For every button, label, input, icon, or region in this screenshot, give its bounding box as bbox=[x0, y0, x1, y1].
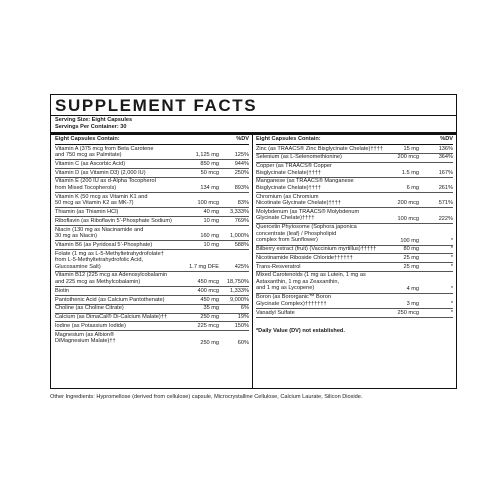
other-ingredients: Other Ingredients: Hypromellose (derived from cellulose) capsule, Microcrystalline Cellulose, Calcium Laurate, Silicon Dioxide. bbox=[50, 394, 363, 400]
nutrient-dv: 18,750% bbox=[226, 279, 249, 286]
nutrient-dv: * bbox=[450, 254, 453, 261]
nutrient-name: Vitamin K (50 mcg as Vitamin K1 and 50 mcg as Vitamin K2 as MK-7) bbox=[55, 193, 148, 207]
nutrient-amount: 4 mg bbox=[406, 285, 419, 292]
nutrient-name: Pantothenic Acid (as Calcium Pantothenate) bbox=[55, 296, 165, 303]
nutrient-row bbox=[55, 287, 249, 296]
nutrient-dv: 588% bbox=[234, 241, 249, 248]
nutrient-row bbox=[55, 241, 249, 250]
nutrient-amount: 25 mg bbox=[403, 263, 419, 270]
nutrient-name: Vitamin B6 (as Pyridoxal 5’-Phosphate) bbox=[55, 241, 153, 248]
nutrient-row bbox=[55, 272, 249, 287]
nutrient-name: Riboflavin (as Riboflavin 5’-Phosphate Sodium) bbox=[55, 217, 172, 224]
nutrient-row bbox=[55, 250, 249, 272]
nutrient-name: Choline (as Choline Citrate) bbox=[55, 305, 124, 312]
nutrient-dv: * bbox=[450, 263, 453, 270]
nutrient-dv: 222% bbox=[438, 215, 453, 222]
nutrient-name: Nicotinamide Riboside Chloride†††††† bbox=[256, 254, 353, 261]
nutrient-amount: 160 mg bbox=[200, 233, 219, 240]
nutrient-dv: 19% bbox=[237, 314, 249, 321]
nutrient-name: Chromium (as Chromium Nicotinate Glycinate Chelate)†††† bbox=[256, 193, 341, 207]
left-column bbox=[55, 135, 249, 347]
nutrient-name: Zinc (as TRAACS® Zinc Bisglycinate Chelate)†††† bbox=[256, 145, 383, 152]
panel-title: SUPPLEMENT FACTS bbox=[55, 96, 258, 115]
nutrient-dv: * bbox=[450, 285, 453, 292]
nutrient-amount: 50 mcg bbox=[200, 169, 219, 176]
nutrient-amount: 850 mg bbox=[200, 160, 219, 167]
nutrient-dv: 893% bbox=[234, 185, 249, 192]
nutrient-row bbox=[256, 145, 453, 154]
nutrient-amount: 200 mcg bbox=[397, 200, 419, 207]
nutrient-amount: 250 mg bbox=[200, 339, 219, 346]
nutrient-dv: 125% bbox=[234, 152, 249, 159]
nutrient-dv: 425% bbox=[234, 263, 249, 270]
nutrient-name: Vitamin B12 (225 mcg as Adenosylcobalamin and 225 mcg as Methylcobalamin) bbox=[55, 272, 168, 285]
nutrient-row bbox=[55, 331, 249, 346]
nutrient-row bbox=[55, 178, 249, 193]
nutrient-dv: 944% bbox=[234, 160, 249, 167]
nutrient-row bbox=[55, 217, 249, 226]
nutrient-name: Manganese (as TRAACS® Manganese Bisglycinate Chelate)†††† bbox=[256, 178, 354, 191]
column-header-dv: %DV bbox=[236, 136, 249, 142]
nutrient-row bbox=[256, 178, 453, 193]
nutrient-dv: 150% bbox=[234, 322, 249, 329]
nutrient-name: Vitamin A (375 mcg from Beta Carotene and 750 mcg as Palmitate) bbox=[55, 145, 154, 158]
nutrient-name: Vitamin C (as Ascorbic Acid) bbox=[55, 160, 126, 167]
nutrient-row bbox=[256, 154, 453, 163]
nutrient-amount: 1.5 mg bbox=[401, 169, 419, 176]
left-column-header bbox=[55, 135, 249, 145]
nutrient-row bbox=[256, 263, 453, 272]
nutrient-row bbox=[55, 322, 249, 331]
nutrient-amount: 225 mcg bbox=[197, 322, 219, 329]
nutrient-dv: 364% bbox=[438, 154, 453, 161]
supplement-facts-panel bbox=[50, 94, 457, 389]
nutrient-dv: 769% bbox=[234, 217, 249, 224]
nutrient-dv: 167% bbox=[438, 169, 453, 176]
nutrient-row bbox=[55, 314, 249, 323]
nutrient-name: Biotin bbox=[55, 287, 69, 294]
nutrient-amount: 400 mcg bbox=[197, 287, 219, 294]
title-rule bbox=[51, 115, 456, 116]
nutrient-amount: 250 mcg bbox=[397, 309, 419, 316]
nutrient-row bbox=[55, 169, 249, 178]
nutrient-row bbox=[256, 254, 453, 263]
right-column bbox=[256, 135, 453, 334]
nutrient-name: Vitamin D (as Vitamin D3) (2,000 IU) bbox=[55, 169, 146, 176]
nutrient-dv: * bbox=[450, 246, 453, 253]
nutrient-amount: 450 mg bbox=[200, 296, 219, 303]
nutrient-amount: 80 mg bbox=[403, 246, 419, 253]
nutrient-name: Molybdenum (as TRAACS® Molybdenum Glycinate Chelate)†††† bbox=[256, 208, 360, 222]
nutrient-amount: 6 mg bbox=[406, 185, 419, 192]
nutrient-row bbox=[55, 208, 249, 217]
nutrient-amount: 100 mg bbox=[400, 237, 419, 244]
nutrient-row bbox=[55, 193, 249, 208]
nutrient-name: Folate (1 mg as L-5-Methyltetrahydrofolate† from L-5-Methyltetrahydrofolic Acid, Glucosamine Salt) bbox=[55, 250, 164, 270]
nutrient-amount: 100 mcg bbox=[197, 200, 219, 207]
nutrient-name: Quercetin Phytosome (Sophora japonica concentrate (leaf) / Phospholipid complex from Sunflower) bbox=[256, 224, 357, 244]
nutrient-name: Trans-Resveratrol bbox=[256, 263, 301, 270]
nutrient-amount: 250 mg bbox=[200, 314, 219, 321]
nutrient-dv: 1,000% bbox=[230, 233, 249, 240]
nutrient-amount: 15 mg bbox=[403, 145, 419, 152]
nutrient-name: Niacin (130 mg as Niacinamide and 30 mg as Niacin) bbox=[55, 226, 144, 240]
nutrient-name: Magnesium (as Albion® DiMagnesium Malate)†† bbox=[55, 331, 116, 345]
nutrient-name: Boron (as Bororganic™ Boron Glycinate Complex)††††††† bbox=[256, 294, 331, 307]
nutrient-row bbox=[55, 160, 249, 169]
nutrient-amount: 134 mg bbox=[200, 185, 219, 192]
nutrient-dv: 6% bbox=[240, 305, 249, 312]
nutrient-name: Bilberry extract (fruit) (Vaccinium myrtillus)††††† bbox=[256, 246, 377, 253]
nutrient-dv: 1,333% bbox=[230, 287, 249, 294]
servings-per-container: Servings Per Container: 30 bbox=[55, 124, 127, 130]
nutrient-name: Iodine (as Potassium Iodide) bbox=[55, 322, 126, 329]
nutrient-dv: 136% bbox=[438, 145, 453, 152]
nutrient-dv: * bbox=[450, 309, 453, 316]
nutrient-name: Vitamin E (200 IU as d-Alpha Tocopherol from Mixed Tocopherols) bbox=[55, 178, 156, 191]
nutrient-row bbox=[256, 272, 453, 294]
nutrient-name: Calcium (as DimaCal® Di-Calcium Malate)†† bbox=[55, 314, 167, 321]
nutrient-amount: 200 mcg bbox=[397, 154, 419, 161]
daily-value-footnote: *Daily Value (DV) not established. bbox=[256, 327, 345, 334]
column-header-label: Eight Capsules Contain: bbox=[256, 136, 321, 142]
nutrient-amount: 35 mg bbox=[203, 305, 219, 312]
nutrient-dv: * bbox=[450, 237, 453, 244]
nutrient-dv: 571% bbox=[438, 200, 453, 207]
nutrient-amount: 1.7 mg DFE bbox=[189, 263, 219, 270]
nutrient-dv: 3,333% bbox=[230, 208, 249, 215]
right-column-header bbox=[256, 135, 453, 145]
nutrient-name: Selenium (as L-Selenomethionine) bbox=[256, 154, 342, 161]
nutrient-name: Thiamin (as Thiamin HCl) bbox=[55, 208, 119, 215]
nutrient-row bbox=[256, 208, 453, 223]
nutrient-amount: 10 mg bbox=[203, 241, 219, 248]
nutrient-amount: 3 mg bbox=[406, 301, 419, 308]
nutrient-row bbox=[256, 309, 453, 318]
nutrient-row bbox=[55, 145, 249, 160]
nutrient-amount: 1,125 mg bbox=[195, 152, 219, 159]
nutrient-row bbox=[256, 193, 453, 208]
nutrient-row bbox=[55, 305, 249, 314]
nutrient-row bbox=[256, 246, 453, 255]
nutrient-dv: 60% bbox=[237, 339, 249, 346]
nutrient-row bbox=[256, 224, 453, 246]
nutrient-amount: 450 mcg bbox=[197, 279, 219, 286]
nutrient-name: Copper (as TRAACS® Copper Bisglycinate Chelate)†††† bbox=[256, 163, 332, 176]
nutrient-row bbox=[55, 226, 249, 241]
nutrient-amount: 25 mg bbox=[403, 254, 419, 261]
nutrient-dv: 250% bbox=[234, 169, 249, 176]
nutrient-amount: 100 mcg bbox=[397, 215, 419, 222]
nutrient-dv: 261% bbox=[438, 185, 453, 192]
nutrient-dv: 83% bbox=[237, 200, 249, 207]
column-divider bbox=[252, 135, 253, 388]
nutrient-dv: * bbox=[450, 301, 453, 308]
serving-size: Serving Size: Eight Capsules bbox=[55, 117, 133, 123]
nutrient-dv: 9,000% bbox=[230, 296, 249, 303]
nutrient-row bbox=[256, 163, 453, 178]
nutrient-name: Vanadyl Sulfate bbox=[256, 309, 295, 316]
nutrient-name: Mixed Carotenoids (1 mg as Lutein, 1 mg as Astaxanthin, 1 mg as Zeaxanthin, and 1 mg as Lycopene) bbox=[256, 272, 366, 292]
column-header-dv: %DV bbox=[440, 136, 453, 142]
nutrient-row bbox=[256, 294, 453, 309]
nutrient-amount: 40 mg bbox=[203, 208, 219, 215]
nutrient-amount: 10 mg bbox=[203, 217, 219, 224]
nutrient-row bbox=[55, 296, 249, 305]
column-header-label: Eight Capsules Contain: bbox=[55, 136, 120, 142]
